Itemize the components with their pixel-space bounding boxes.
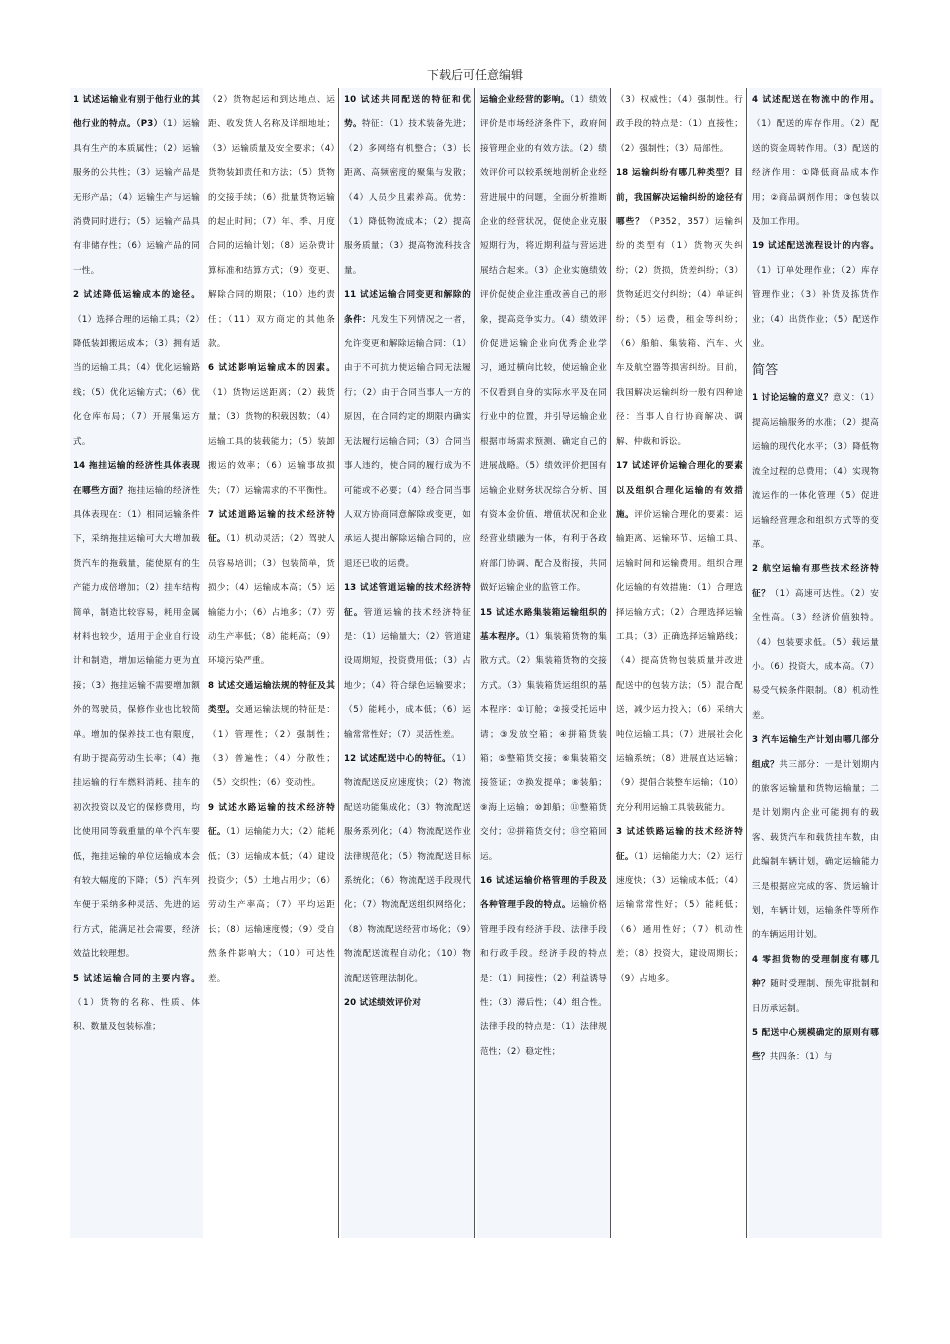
question-paragraph bbox=[752, 386, 879, 557]
question-title: 10 试述共同配送的特征和优势。 bbox=[344, 95, 471, 130]
question-title: 4 试述配送在物流中的作用。 bbox=[752, 95, 879, 105]
question-title: 17 试述评价运输合理化的要素以及组织合理化运输的有效措施。 bbox=[616, 461, 743, 520]
question-paragraph bbox=[208, 88, 335, 356]
column-6 bbox=[749, 88, 882, 1238]
question-paragraph bbox=[480, 88, 607, 601]
question-title: 6 试述影响运输成本的因素。 bbox=[208, 363, 335, 374]
answer-text: 管道运输的技术经济特征是：（1）运输量大；（2）管道建设周期短，投资费用低；（3）占地少；（4）符合绿色运输要求；（5）能耗小，成本低；（6）运输常常性好；（7）灵活性差。 bbox=[344, 607, 471, 740]
answer-text: 凡发生下列情况之一者，允许变更和解除运输合同：（1）由于不可抗力使运输合同无法履行；（2）由于合同当事人一方的原因，在合同约定的期限内确实无法履行运输合同；（3）合同当事人违约，使合同的履行成为不可能或不必要；（4）经合同当事人双方协商同意解除或变更，如承运人提出解除运输合同的，应退还已收的运费。 bbox=[344, 314, 471, 569]
question-paragraph bbox=[752, 948, 879, 1021]
question-paragraph bbox=[73, 88, 200, 283]
question-title: 2 试述降低运输成本的途径。 bbox=[73, 290, 200, 301]
question-paragraph bbox=[208, 503, 335, 674]
answer-text: （1）选择合理的运输工具；（2）降低装卸搬运成本；（3）拥有适当的运输工具；（4）优化运输路线；（5）优化运输方式；（6）优化仓库布局；（7）开展集运方式。 bbox=[73, 314, 200, 447]
answer-text: 共三部分：一是计划期内的旅客运输量和货物运输量；二是计划期内企业可能拥有的载客、载货汽车和载货挂车数，由此编制车辆计划，确定运输能力三是根据应完成的客、货运输计划，车辆计划，运输条件等所作的车辆运用计划。 bbox=[752, 759, 879, 941]
question-paragraph bbox=[752, 1021, 879, 1070]
question-title: 9 试述水路运输的技术经济特征。 bbox=[208, 802, 335, 838]
question-paragraph bbox=[344, 283, 471, 576]
answer-text: （1）运输能力大；（2）能耗低；（3）运输成本低；（4）建设投资少；（5）土地占用少；（6）劳动生产率高；（7）平均运距长；（8）运输速度慢；（9）受自然条件影响大；（10）可达性差。 bbox=[208, 827, 335, 984]
column-2 bbox=[205, 88, 339, 1238]
question-title: 2 航空运输有那些技术经济特征？ bbox=[752, 564, 879, 599]
question-paragraph bbox=[344, 991, 471, 1015]
question-title: 5 配送中心规模确定的原则有哪些？ bbox=[752, 1028, 879, 1063]
question-title: 4 零担货物的受理制度有哪几种？ bbox=[752, 954, 879, 990]
question-paragraph bbox=[208, 796, 335, 991]
question-title: 18 运输纠纷有哪几种类型？目前，我国解决运输纠纷的途径有哪些？ bbox=[616, 168, 743, 228]
question-paragraph bbox=[73, 283, 200, 454]
question-paragraph bbox=[344, 747, 471, 991]
question-paragraph bbox=[344, 576, 471, 747]
answer-text: （1）机动灵活；（2）驾驶人员容易培训；（3）包装简单，货损少；（4）运输成本高；（5）运输能力小；（6）占地多；（7）劳动生产率低；（8）能耗高；（9）环境污染严重。 bbox=[208, 534, 335, 667]
answer-text: 交通运输法规的特征是：（1）管理性；（2）强制性；（3）普遍性；（4）分散性；（5）交织性；（6）变动性。 bbox=[208, 705, 335, 789]
answer-text: （3）权威性；（4）强制性。行政手段的特点是：（1）直接性；（2）强制性；（3）局部性。 bbox=[616, 95, 743, 154]
question-title: 1 讨论运输的意义？ bbox=[752, 393, 833, 404]
answer-text: （1）物流配送反应速度快；（2）物流配送功能集成化；（3）物流配送服务系列化；（4）物流配送作业法律规范化；（5）物流配送目标系统化；（6）物流配送手段现代化；（7）物流配送组织网络化；（8）物流配送经营市场化；（9）物流配送流程自动化；（10）物流配送管理法制化。 bbox=[344, 753, 471, 984]
answer-text: （2）货物起运和到达地点、运距、收发货人名称及详细地址；（3）运输质量及安全要求；（4）货物装卸责任和方法；（5）货物的交接手续；（6）批量货物运输的起止时间；（7）年、季、月度合同的运输计划；（8）运杂费计算标准和结算方式；（9）变更、解除合同的期限；（10）违约责任；（11）双方商定的其他条款。 bbox=[208, 95, 335, 350]
question-paragraph bbox=[616, 161, 743, 454]
answer-text: （1）配送的库存作用。（2）配送的资金周转作用。（3）配送的经济作用：①降低商品成本作用；②商品调剂作用；③包装以及加工作用。 bbox=[752, 119, 879, 228]
question-paragraph bbox=[752, 557, 879, 728]
section-heading: 简答 bbox=[752, 363, 779, 379]
answer-text: （1）高速可达性。（2）安全性高。（3）经济价值独特。（4）包装要求低。（5）载运量小。（6）投资大，成本高。（7）易受气候条件限制。（8）机动性差。 bbox=[752, 588, 879, 721]
page-header: 下载后可任意编辑 bbox=[426, 68, 523, 82]
answer-text: （1）订单处理作业；（2）库存管理作业；（3）补货及拣货作业；（4）出货作业；（5）配送作业。 bbox=[752, 265, 879, 350]
question-title: 15 试述水路集装箱运输组织的基本程序。 bbox=[480, 607, 607, 642]
answer-text: 运输价格管理手段有经济手段、法律手段和行政手段。经济手段的特点是：（1）间接性；（2）利益诱导性；（3）滞后性；（4）组合性。法律手段的特点是：（1）法律规范性；（2）稳定性； bbox=[480, 900, 607, 1057]
answer-text: 意义：（1）提高运输服务的水准；（2）提高运输的现代化水平；（3）降低物流全过程的总费用；（4）实现物流运作的一体化管理（5）促进运输经营理念和组织方式等的变革。 bbox=[752, 393, 879, 550]
question-title: 3 试述铁路运输的技术经济特征。 bbox=[616, 827, 743, 862]
question-paragraph bbox=[73, 967, 200, 1040]
column-5 bbox=[613, 88, 747, 1238]
column-3 bbox=[341, 88, 475, 1238]
question-paragraph bbox=[480, 869, 607, 1064]
answer-text: （1）货物的名称、性质、体积、数量及包装标准； bbox=[73, 998, 200, 1033]
answer-text: （1）绩效评价是市场经济条件下，政府间接管理企业的有效方法。（2）绩效评价可以较系统地剖析企业经营进展中的问题，全面分析推断企业的经营状况，促使企业克服短期行为，将近期利益与营运进展结合起来。（3）企业实施绩效评价促使企业注重改善自己的形象，提高竞争实力。（4）绩效评价促进运输企业向优秀企业学习，通过横向比较，使运输企业不仅看到自身的实际水平及在同行业中的位置，并引导运输企业根据市场需求预测、确定自己的进展战略。（5）绩效评价把国有运输企业财务状况综合分析、国有资本金价值、增值状况和企业经营业绩融为一体，有利于各政府部门协调、配合及衔接，共同做好运输企业的监管工作。 bbox=[480, 95, 607, 594]
document-columns bbox=[70, 88, 882, 1238]
question-title: 运输企业经营的影响。 bbox=[480, 95, 570, 105]
question-paragraph bbox=[208, 356, 335, 502]
answer-text: （1）运输能力大；（2）运行速度快；（3）运输成本低；（4）运输常常性好；（5）能耗低；（6）通用性好；（7）机动性差；（8）投资大，建设周期长；（9）占地多。 bbox=[616, 851, 743, 984]
question-paragraph bbox=[752, 234, 879, 356]
answer-text: 特征：（1）技术装备先进；（2）多网络有机整合；（3）长距离、高频密度的聚集与发散；（4）人员少且素养高。优势：（1）降低物流成本；（2）提高服务质量；（3）提高物流科技含量。 bbox=[344, 119, 471, 276]
question-title: 1 试述运输业有别于他行业的其他行业的特点。（P3） bbox=[73, 95, 200, 130]
question-paragraph bbox=[344, 88, 471, 283]
question-paragraph bbox=[73, 454, 200, 967]
question-title: 12 试述配送中心的特征。 bbox=[344, 753, 452, 764]
question-paragraph bbox=[616, 454, 743, 820]
answer-text: 拖挂运输的经济性具体表现在：（1）相同运输条件下，采纳拖挂运输可大大增加载货汽车的拖载量，能使原有的生产能力成倍增加；（2）挂车结构简单，制造比较容易，耗用金属材料也较少，适用于企业自行设计和制造，增加运输能力更为直接；（3）拖挂运输不需要增加额外的驾驶员，保修作业也比较简单。增加的保养技工也有限度，有助于提高劳动生长率；（4）拖挂运输的行车燃料消耗、挂车的初次投资以及它的保修费用，均比使用同等载重量的单个汽车要低，拖挂运输的单位运输成本会有较大幅度的下降；（5）汽车列车便于采纳多种灵活、先进的运行方式，能满足社会需要，经济效益比较理想。 bbox=[73, 485, 200, 960]
question-paragraph bbox=[616, 88, 743, 161]
question-title: 16 试述运输价格管理的手段及各种管理手段的特点。 bbox=[480, 876, 607, 911]
question-paragraph bbox=[208, 674, 335, 796]
answer-text: （1）集装箱货物的集散方式。（2）集装箱货物的交接方式。（3）集装箱货运组织的基本程序：①订舱；②接受托运申请；③发放空箱；④拼箱货装箱；⑤整箱货交接；⑥集装箱交接签证；⑦换发提单；⑧装船；⑨海上运输；⑩卸船；⑪整箱货交付；⑫拼箱货交付；⑬空箱回运。 bbox=[480, 631, 607, 862]
question-title: 11 试述运输合同变更和解除的条件： bbox=[344, 290, 471, 325]
answer-text: 随时受理制、预先审批制和日历承运制。 bbox=[752, 979, 879, 1014]
answer-text: 评价运输合理化的要素：运输距离、运输环节、运输工具、运输时间和运输费用。组织合理化运输的有效措施：（1）合理选择运输方式；（2）合理选择运输工具；（3）正确选择运输路线；（4）提高货物包装质量并改进配送中的包装方法；（5）混合配送，减少运力投入；（6）采纳大吨位运输工具；（7）进展社会化运输系统；（8）进展直达运输；（9）提倡合装整车运输；（10）充分利用运输工具装载能力。 bbox=[616, 509, 744, 813]
question-title: 20 试述绩效评价对 bbox=[344, 998, 422, 1009]
question-title: 7 试述道路运输的技术经济特征。 bbox=[208, 509, 335, 545]
question-title: 3 汽车运输生产计划由哪几部分组成？ bbox=[752, 735, 879, 770]
column-1 bbox=[70, 88, 203, 1238]
answer-text: 共四条：（1）与 bbox=[769, 1052, 833, 1063]
answer-text: （1）运输具有生产的本质属性；（2）运输服务的公共性；（3）运输产品是无形产品；（4）运输生产与运输消费同时进行；（5）运输产品具有非储存性；（6）运输产品的同一性。 bbox=[73, 119, 200, 276]
answer-text: （P352，357）运输纠纷的类型有（1）货物灭失纠纷；（2）货损，货差纠纷；（3）货物延迟交付纠纷；（4）单证纠纷；（5）运费，租金等纠纷；（6）船舶、集装箱、汽车、火车及航空器等损害纠纷。目前，我国解决运输纠纷一般有四种途径：当事人自行协商解决、调解、仲裁和诉讼。 bbox=[616, 217, 743, 447]
question-title: 14 拖挂运输的经济性具体表现在哪些方面？ bbox=[73, 461, 200, 496]
question-title: 5 试述运输合同的主要内容。 bbox=[73, 973, 200, 984]
question-paragraph bbox=[616, 820, 743, 991]
question-title: 13 试述管道运输的技术经济特征。 bbox=[344, 583, 471, 618]
answer-text: （1）货物运送距离；（2）载货量；（3）货物的积载因数；（4）运输工具的装载能力；（5）装卸搬运的效率；（6）运输事故损失；（7）运输需求的不平衡性。 bbox=[208, 387, 335, 496]
question-title: 8 试述交通运输法规的特征及其类型。 bbox=[208, 680, 335, 716]
question-title: 19 试述配送流程设计的内容。 bbox=[752, 241, 879, 252]
question-paragraph bbox=[752, 88, 879, 234]
question-paragraph bbox=[752, 728, 879, 948]
question-paragraph bbox=[480, 601, 607, 869]
column-4 bbox=[477, 88, 611, 1238]
